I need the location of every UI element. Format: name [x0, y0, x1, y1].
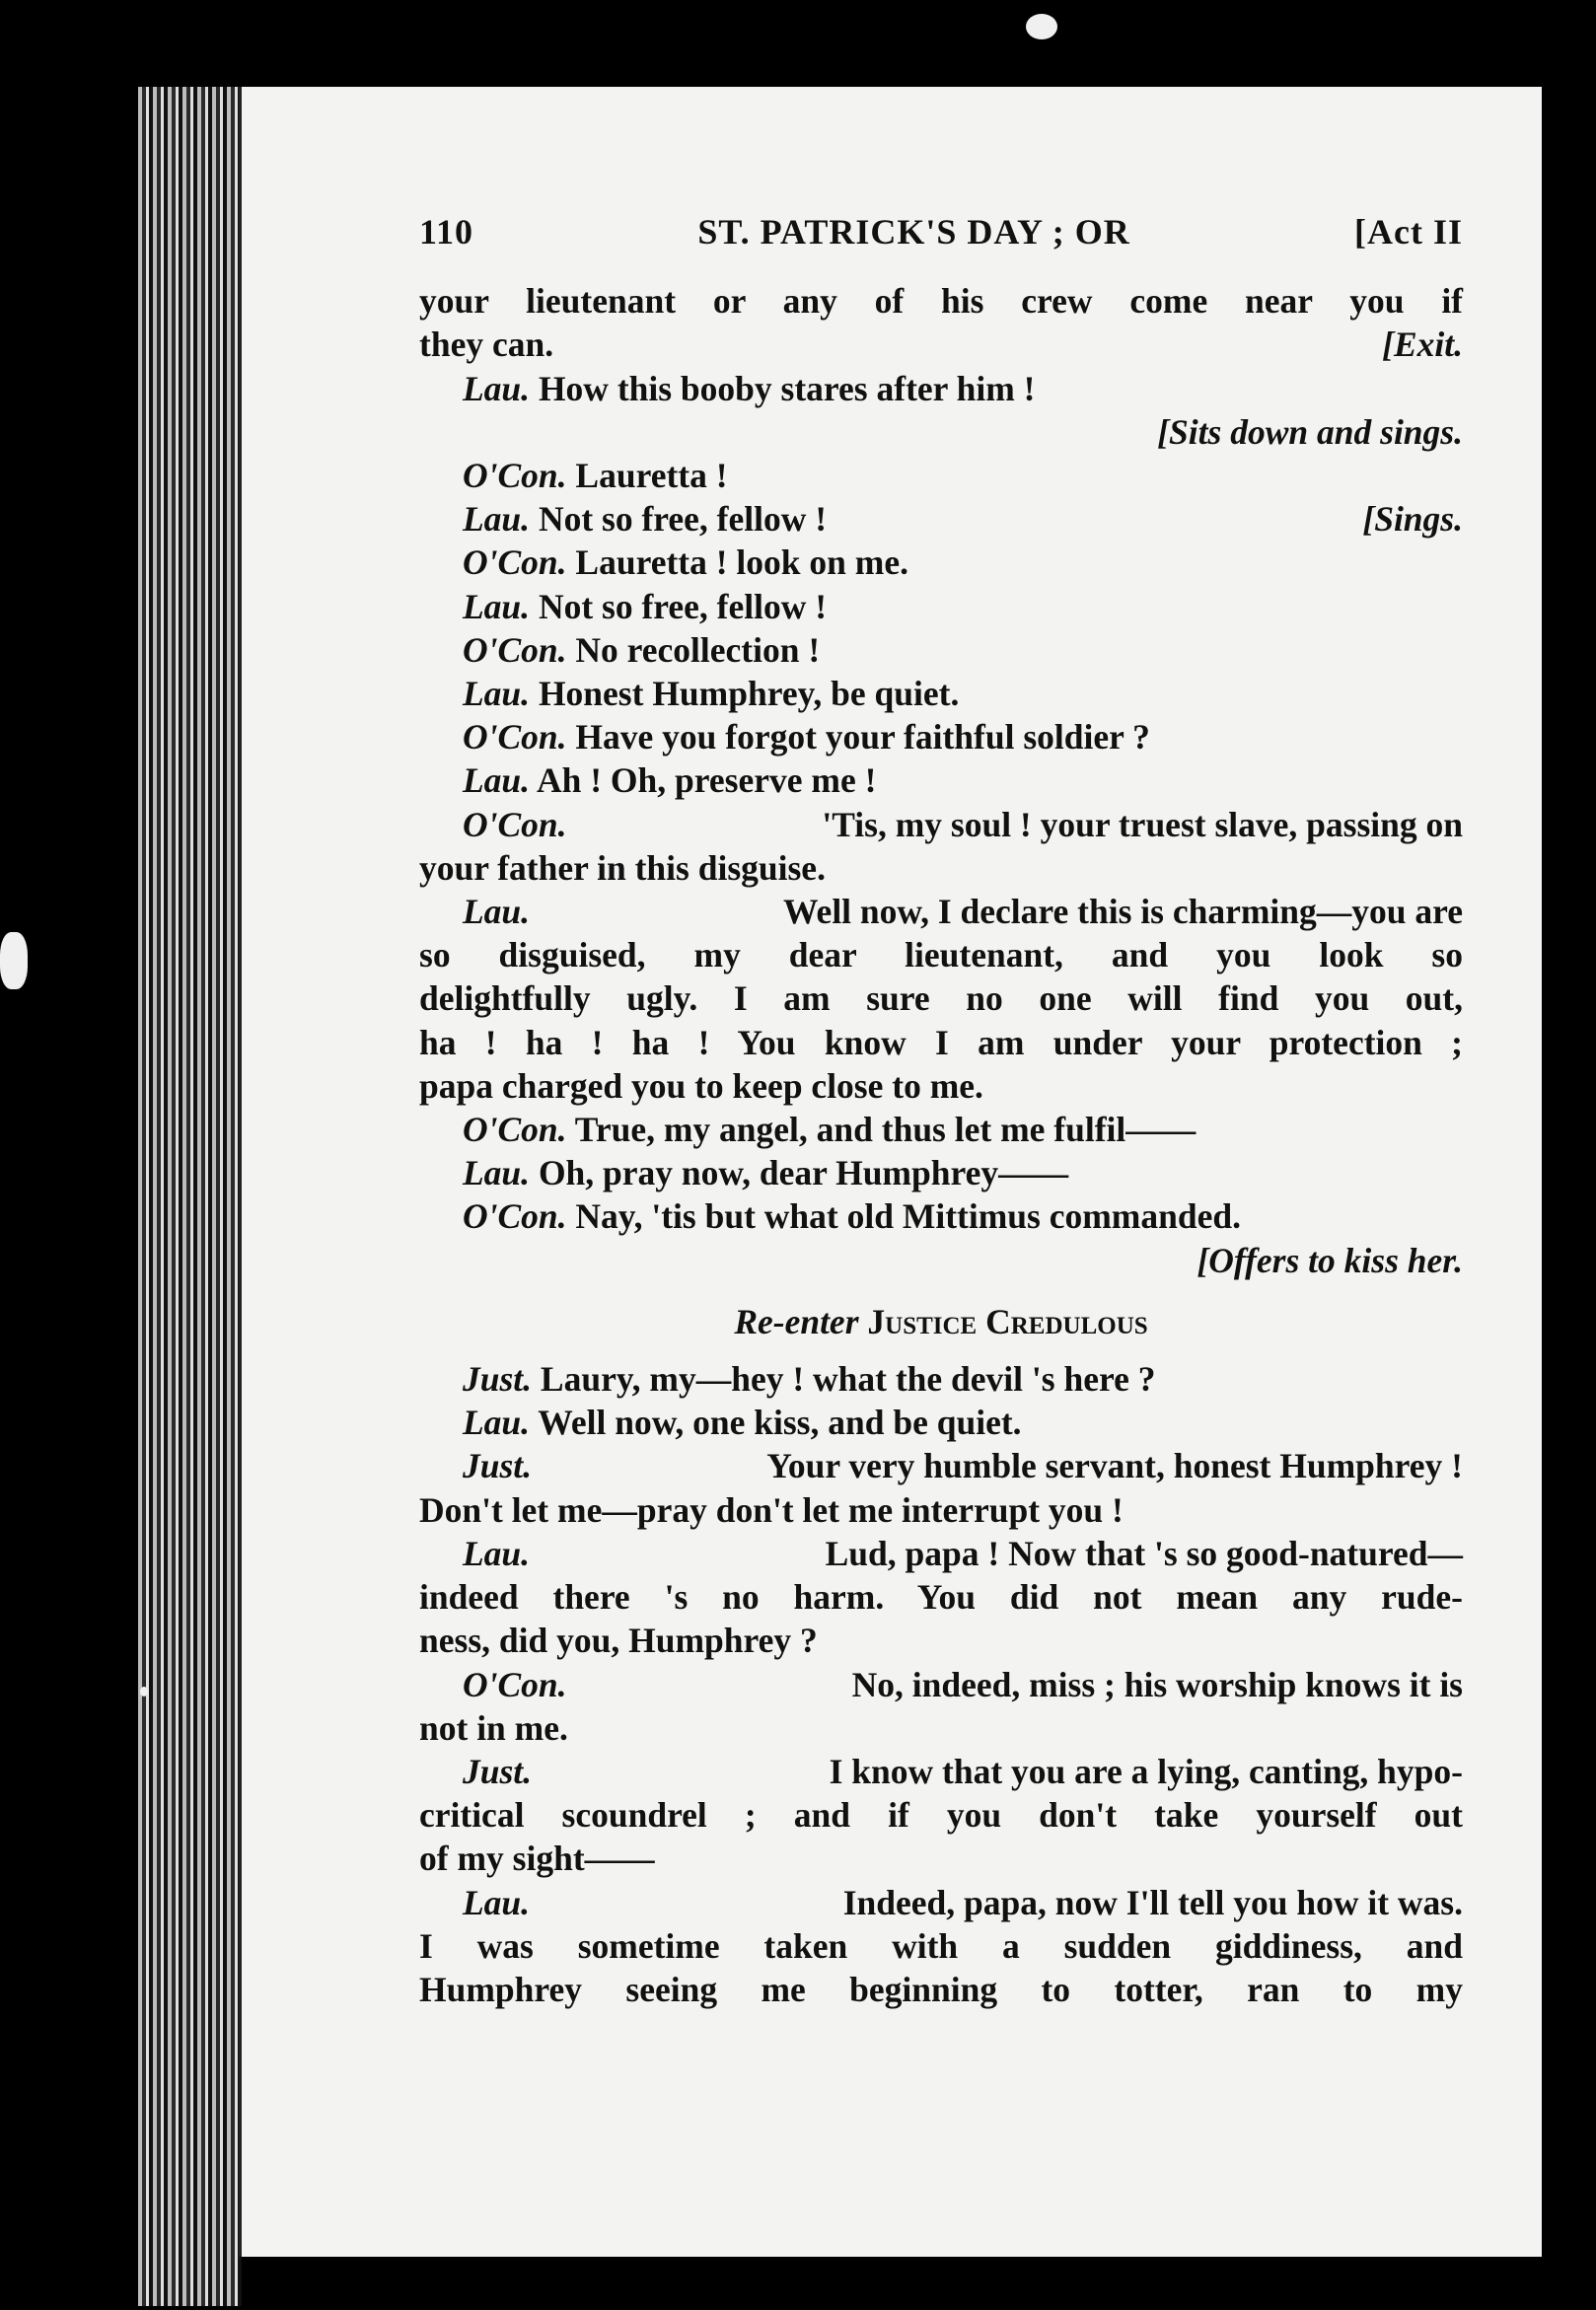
speech-line	[419, 890, 1463, 933]
speaker-label: Lau.	[463, 368, 531, 408]
speech-line	[419, 1108, 1463, 1151]
speech-text: Lauretta !	[575, 456, 728, 496]
speech-text: Indeed, papa, now I'll tell you how it was.	[842, 1882, 1463, 1922]
speech-line	[419, 803, 1463, 846]
speech-text: I know that you are a lying, canting, hypo-	[829, 1751, 1463, 1791]
speech-line	[419, 672, 1463, 715]
speaker-label: Lau.	[463, 674, 531, 714]
stage-direction: [Sings.	[1362, 499, 1463, 540]
text-line: ness, did you, Humphrey ?	[419, 1621, 818, 1661]
speaker-label: O'Con.	[463, 542, 567, 583]
text-line: delightfully ugly. I am sure no one will find you out,	[419, 978, 1463, 1019]
speaker-label: Lau.	[463, 586, 531, 626]
text-line: Don't let me—pray don't let me interrupt you !	[419, 1489, 1124, 1530]
speaker-label: O'Con.	[463, 1664, 567, 1704]
speech-text: Have you forgot your faithful soldier ?	[575, 717, 1150, 758]
speech-text: 'Tis, my soul ! your truest slave, passing on	[822, 804, 1463, 844]
page-text	[419, 210, 1463, 2011]
speech-text: Well now, I declare this is charming—you are	[783, 892, 1463, 932]
scan-speck	[1026, 14, 1057, 39]
text-line: your father in this disguise.	[419, 847, 826, 888]
speaker-label: O'Con.	[463, 1196, 567, 1237]
page-edges	[138, 87, 242, 2306]
speech-line	[419, 758, 1463, 802]
speech-line	[419, 1444, 1463, 1487]
speaker-label: Lau.	[463, 1153, 531, 1193]
speaker-label: Lau.	[463, 892, 531, 932]
speech-line	[419, 1532, 1463, 1575]
speaker-label: Lau.	[463, 1533, 531, 1573]
running-header	[419, 210, 1463, 253]
stage-direction: [Exit.	[1382, 325, 1463, 365]
act-marker: [Act II	[1354, 212, 1463, 252]
stage-direction: [Sits down and sings.	[1157, 411, 1463, 452]
speech-text: Laury, my—hey ! what the devil 's here ?	[540, 1359, 1156, 1400]
speech-line	[419, 1663, 1463, 1706]
speech-text: Lud, papa ! Now that 's so good-natured—	[825, 1533, 1463, 1573]
speech-text: Oh, pray now, dear Humphrey——	[538, 1153, 1069, 1193]
text-line: Humphrey seeing me beginning to totter, ran to my	[419, 1969, 1463, 2009]
speech-text: Not so free, fellow !	[538, 499, 828, 540]
stage-entrance	[419, 1300, 1463, 1343]
speech-line	[419, 454, 1463, 497]
speech-text: Nay, 'tis but what old Mittimus commanded.	[575, 1196, 1241, 1237]
speech-line	[419, 1357, 1463, 1401]
speech-line	[419, 1401, 1463, 1444]
speaker-label: O'Con.	[463, 717, 567, 758]
speech-text: Honest Humphrey, be quiet.	[538, 674, 960, 714]
speaker-label: O'Con.	[463, 456, 567, 496]
text-line: your lieutenant or any of his crew come near you if	[419, 281, 1463, 322]
stage-direction: [Offers to kiss her.	[1197, 1240, 1463, 1280]
text-line	[419, 323, 1463, 366]
speech-line	[419, 541, 1463, 584]
entrance-label: Re-enter	[734, 1301, 859, 1341]
text-fragment: they can.	[419, 325, 554, 365]
speaker-label: Just.	[463, 1359, 533, 1400]
character-name: Justice Credulous	[867, 1301, 1148, 1341]
speech-text: Lauretta ! look on me.	[575, 542, 908, 583]
speech-line	[419, 585, 1463, 628]
text-line: of my sight——	[419, 1839, 655, 1879]
text-line: papa charged you to keep close to me.	[419, 1065, 983, 1106]
text-line: critical scoundrel ; and if you don't take yourself out	[419, 1795, 1463, 1836]
speech-text: No recollection !	[575, 629, 821, 670]
speech-line	[419, 1194, 1463, 1238]
speech-line	[419, 715, 1463, 758]
speech-line	[419, 367, 1463, 410]
speaker-label: O'Con.	[463, 1110, 567, 1150]
speaker-label: Just.	[463, 1751, 533, 1791]
speech-line	[419, 1151, 1463, 1194]
speaker-label: Lau.	[463, 1403, 531, 1443]
speech-text: No, indeed, miss ; his worship knows it is	[851, 1664, 1463, 1704]
scan-speck	[140, 1687, 148, 1696]
book-page	[239, 87, 1542, 2257]
text-line: so disguised, my dear lieutenant, and you look so	[419, 935, 1463, 975]
speech-text: Well now, one kiss, and be quiet.	[538, 1403, 1022, 1443]
text-line: not in me.	[419, 1707, 568, 1748]
speech-line	[419, 497, 1463, 541]
speech-text: True, my angel, and thus let me fulfil——	[574, 1110, 1197, 1150]
speech-line	[419, 628, 1463, 672]
page-number: 110	[419, 212, 474, 252]
speech-line	[419, 1881, 1463, 1924]
speech-text: How this booby stares after him !	[538, 368, 1036, 408]
speech-text: Not so free, fellow !	[538, 586, 828, 626]
speaker-label: Lau.	[463, 1882, 531, 1922]
speaker-label: Lau.	[463, 760, 531, 801]
speaker-label: O'Con.	[463, 629, 567, 670]
scan-speck	[0, 932, 28, 989]
running-title: ST. PATRICK'S DAY ; OR	[697, 212, 1130, 252]
speech-text: Your very humble servant, honest Humphrey !	[766, 1446, 1463, 1486]
text-line: I was sometime taken with a sudden giddiness, and	[419, 1925, 1463, 1966]
text-line: ha ! ha ! ha ! You know I am under your protection ;	[419, 1022, 1463, 1062]
text-line: indeed there 's no harm. You did not mean any rude-	[419, 1577, 1463, 1618]
speech-text: Ah ! Oh, preserve me !	[536, 760, 877, 801]
speech-line	[419, 1750, 1463, 1793]
speaker-label: Just.	[463, 1446, 533, 1486]
speaker-label: Lau.	[463, 499, 531, 540]
speaker-label: O'Con.	[463, 804, 567, 844]
